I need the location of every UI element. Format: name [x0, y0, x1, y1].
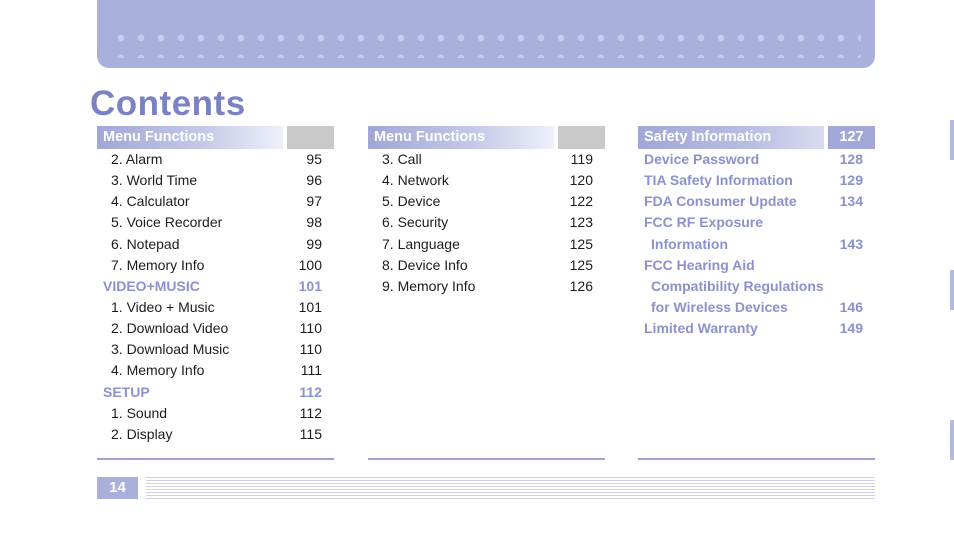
toc-entry-label: FDA Consumer Update	[644, 193, 797, 210]
column-header-label: Menu Functions	[97, 126, 283, 149]
toc-entry-page: 110	[299, 341, 322, 358]
toc-entry[interactable]	[638, 170, 875, 191]
toc-entry[interactable]	[638, 212, 875, 233]
toc-entry-label: 6. Security	[382, 214, 449, 231]
toc-entry-label: 3. Download Music	[111, 341, 230, 358]
toc-entry[interactable]	[368, 170, 605, 191]
toc-entry-page: 128	[839, 151, 863, 167]
footer-lines	[146, 477, 875, 499]
page-number: 14	[97, 477, 138, 499]
toc-section-page: 101	[298, 277, 322, 294]
toc-section-label: VIDEO+MUSIC	[103, 277, 200, 294]
toc-entry[interactable]	[368, 212, 605, 233]
toc-entry-label: 2. Alarm	[111, 151, 163, 167]
toc-entry-page: 119	[570, 151, 593, 167]
column-divider	[97, 458, 334, 460]
toc-entry-page: 112	[299, 404, 322, 421]
column-header-label: Safety Information	[638, 126, 824, 149]
toc-entry-page: 100	[298, 256, 322, 273]
column-header-page	[558, 126, 605, 149]
toc-entry-label: 4. Memory Info	[111, 362, 205, 379]
toc-entry-label: TIA Safety Information	[644, 172, 793, 189]
toc-section-heading[interactable]	[97, 382, 334, 403]
toc-entry[interactable]	[368, 191, 605, 212]
toc-entry-continuation[interactable]	[638, 297, 875, 318]
toc-entry-label: 4. Calculator	[111, 193, 190, 210]
toc-entry[interactable]	[97, 255, 334, 276]
toc-entry-page: 96	[306, 172, 322, 189]
toc-entry-continuation[interactable]	[638, 276, 875, 297]
toc-entry-page: 111	[300, 362, 322, 379]
toc-entry-label: 1. Video + Music	[111, 298, 215, 315]
toc-entry[interactable]	[97, 318, 334, 339]
toc-entry[interactable]	[97, 212, 334, 233]
toc-entry[interactable]	[97, 424, 334, 445]
header-banner	[97, 0, 875, 68]
toc-entry-label: Device Password	[644, 151, 760, 167]
toc-entry-label: 5. Device	[382, 193, 441, 210]
toc-entry[interactable]	[638, 318, 875, 339]
toc-entry-page: 115	[299, 425, 322, 442]
toc-entry-label: for Wireless Devices	[651, 298, 788, 315]
toc-entry-label: 2. Download Video	[111, 320, 229, 337]
toc-entry-label: 3. Call	[382, 151, 422, 167]
toc-entry-label: 8. Device Info	[382, 256, 468, 273]
toc-entry-page: 97	[306, 193, 322, 210]
toc-entry-label: 5. Voice Recorder	[111, 214, 223, 231]
toc-entry[interactable]	[97, 170, 334, 191]
toc-entry[interactable]	[97, 297, 334, 318]
toc-column-1	[97, 126, 334, 445]
toc-entry-page: 99	[306, 235, 322, 252]
column-header-page	[287, 126, 334, 149]
toc-entry[interactable]	[638, 149, 875, 170]
page-title: Contents	[90, 84, 246, 123]
toc-entry-page: 98	[306, 214, 322, 231]
column-header	[368, 126, 605, 149]
toc-entry-page: 125	[569, 235, 593, 252]
toc-entry-page: 110	[299, 320, 322, 337]
toc-entry-page: 126	[569, 277, 593, 294]
toc-entry-page: 149	[839, 320, 863, 337]
toc-entry-page: 101	[298, 298, 322, 315]
toc-section-heading[interactable]	[97, 276, 334, 297]
column-divider	[368, 458, 605, 460]
dot-pattern	[111, 28, 861, 58]
toc-entry-page: 146	[839, 298, 863, 315]
toc-entry-page: 129	[839, 172, 863, 189]
toc-section-label: SETUP	[103, 383, 150, 400]
column-divider	[638, 458, 875, 460]
toc-entry-label: 2. Display	[111, 425, 173, 442]
toc-entry-label: Information	[651, 235, 728, 252]
toc-section-page: 112	[299, 383, 322, 400]
toc-entry[interactable]	[97, 149, 334, 170]
toc-entry-label: 1. Sound	[111, 404, 168, 421]
toc-entry-label: 7. Language	[382, 235, 460, 252]
toc-entry-label: 3. World Time	[111, 172, 198, 189]
toc-entry-page: 134	[839, 193, 863, 210]
toc-entry-label: FCC Hearing Aid	[644, 256, 755, 273]
column-header[interactable]	[638, 126, 875, 149]
edge-marks	[950, 10, 954, 490]
column-header	[97, 126, 334, 149]
toc-entry-label: 7. Memory Info	[111, 256, 205, 273]
toc-entry[interactable]	[368, 149, 605, 170]
toc-entry[interactable]	[97, 403, 334, 424]
toc-entry[interactable]	[97, 234, 334, 255]
toc-entry[interactable]	[638, 255, 875, 276]
toc-entry-page: 123	[569, 214, 593, 231]
column-header-label: Menu Functions	[368, 126, 554, 149]
toc-entry-label: 9. Memory Info	[382, 277, 476, 294]
toc-entry[interactable]	[638, 191, 875, 212]
toc-entry-continuation[interactable]	[638, 234, 875, 255]
toc-entry-page: 120	[569, 172, 593, 189]
toc-entry-label: FCC RF Exposure	[644, 214, 764, 231]
toc-entry-page: 125	[569, 256, 593, 273]
toc-entry-page: 143	[839, 235, 863, 252]
toc-entry[interactable]	[368, 276, 605, 297]
toc-entry-label: Limited Warranty	[644, 320, 758, 337]
toc-entry-label: Compatibility Regulations	[651, 277, 824, 294]
toc-entry[interactable]	[97, 191, 334, 212]
toc-entry-page: 122	[569, 193, 593, 210]
toc-column-2	[368, 126, 605, 297]
toc-entry-label: 4. Network	[382, 172, 449, 189]
toc-entry-label: 6. Notepad	[111, 235, 180, 252]
column-header-page: 127	[828, 126, 875, 149]
toc-entry[interactable]	[368, 255, 605, 276]
toc-entry-page: 95	[306, 151, 322, 167]
toc-entry[interactable]	[97, 360, 334, 381]
toc-column-3	[638, 126, 875, 339]
toc-entry[interactable]	[368, 234, 605, 255]
toc-entry[interactable]	[97, 339, 334, 360]
